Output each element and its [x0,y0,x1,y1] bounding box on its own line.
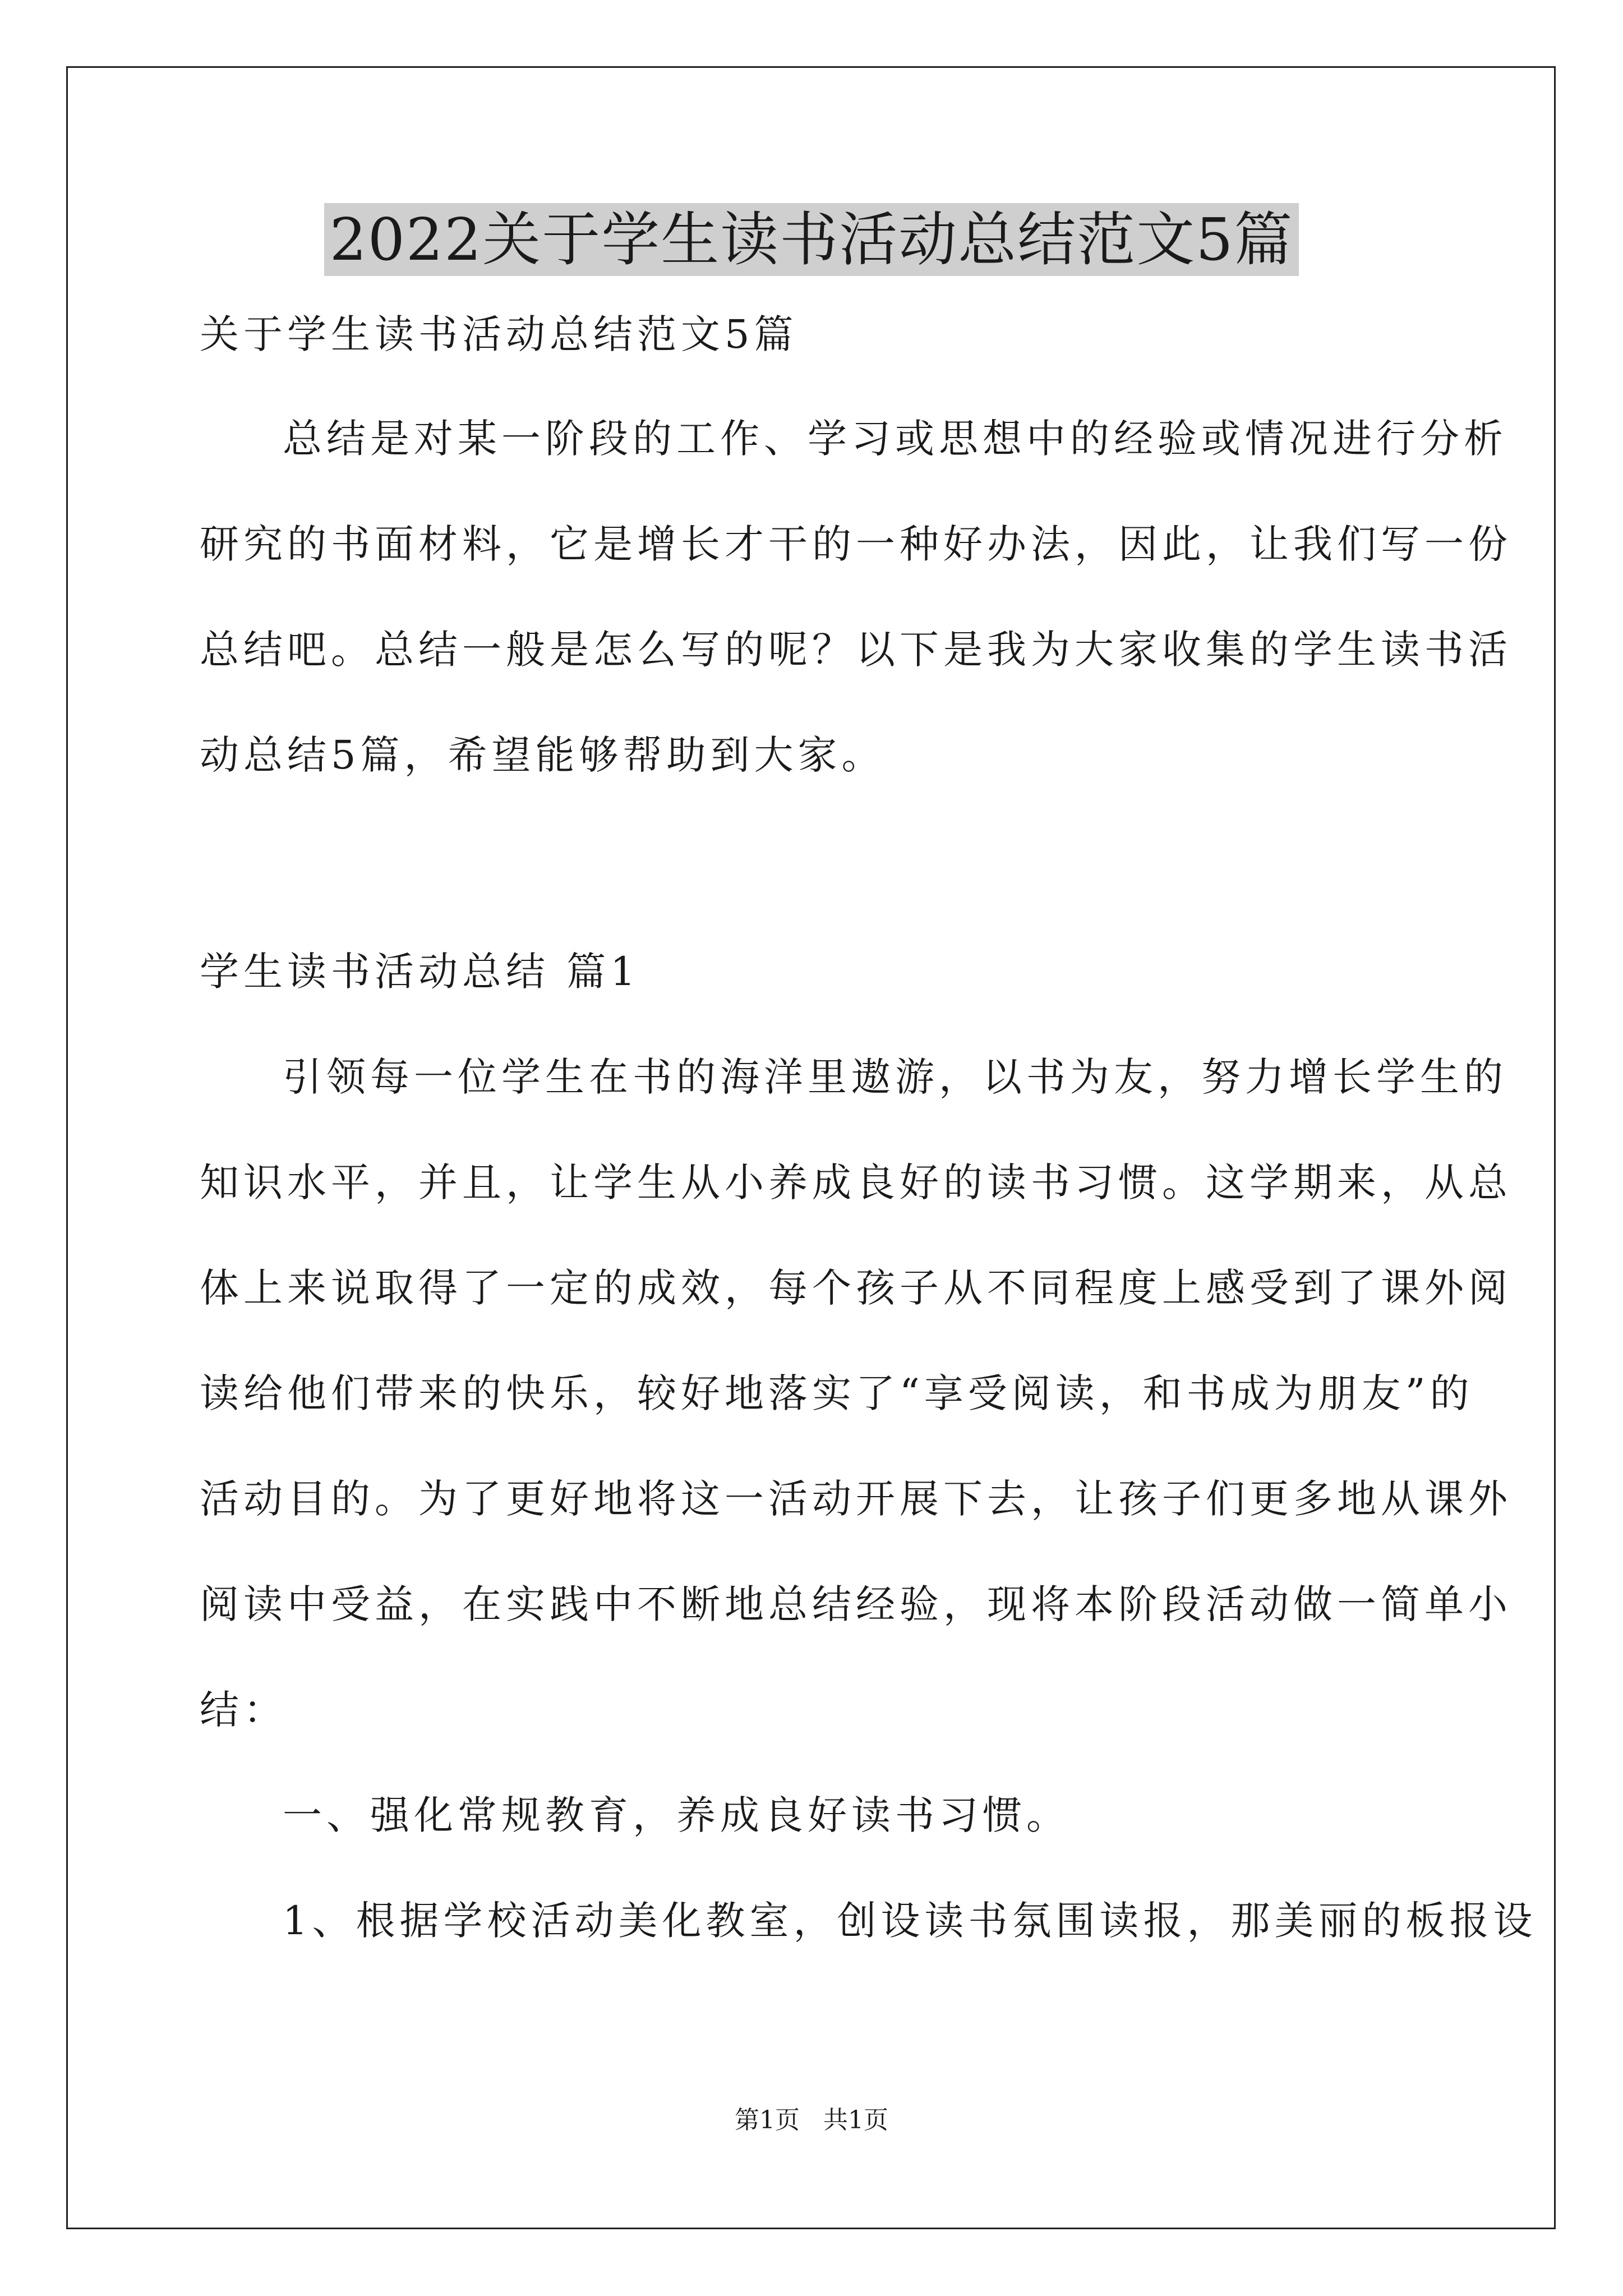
intro-line-3: 总结吧。总结一般是怎么写的呢？以下是我为大家收集的学生读书活 [200,627,1512,673]
intro-line-1: 总结是对某一阶段的工作、学习或思想中的经验或情况进行分析 [283,416,1507,462]
document-title [0,197,1623,282]
point-1-line: 1、根据学校活动美化教室，创设读书氛围读报，那美丽的板报设 [283,1898,1537,1944]
point-heading: 一、强化常规教育，养成良好读书习惯。 [283,1792,1070,1838]
page-footer: 第1页 共1页 [735,2106,888,2134]
section-line-6: 阅读中受益，在实践中不断地总结经验，现将本阶段活动做一简单小 [200,1581,1512,1627]
intro-line-2: 研究的书面材料，它是增长才干的一种好办法，因此，让我们写一份 [200,521,1512,567]
section-line-3: 体上来说取得了一定的成效，每个孩子从不同程度上感受到了课外阅 [200,1265,1512,1311]
section-line-7: 结： [200,1687,287,1733]
document-title-text: 2022关于学生读书活动总结范文5篇 [324,203,1299,276]
section-line-2: 知识水平，并且，让学生从小养成良好的读书习惯。这学期来，从总 [200,1159,1512,1205]
section-line-4: 读给他们带来的快乐，较好地落实了“享受阅读，和书成为朋友”的 [200,1370,1474,1416]
document-subtitle: 关于学生读书活动总结范文5篇 [200,311,798,357]
document-body [200,307,1537,1948]
intro-line-4: 动总结5篇，希望能够帮助到大家。 [200,732,886,778]
section-heading: 学生读书活动总结 篇1 [200,949,640,995]
section-line-5: 活动目的。为了更好地将这一活动开展下去，让孩子们更多地从课外 [200,1476,1512,1522]
section-line-1: 引领每一位学生在书的海洋里遨游，以书为友，努力增长学生的 [283,1054,1507,1100]
